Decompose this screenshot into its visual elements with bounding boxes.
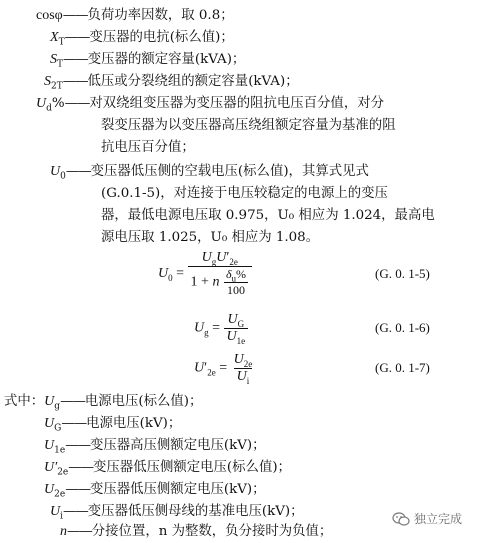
- where-label: 式中：: [4, 394, 45, 409]
- def-ug-kv: $U_G——$电源电压(kV)；: [44, 416, 182, 434]
- equation-g-0-1-7: $U'_{2e}$ = $\frac{U_{2e}}{U_i}$: [194, 352, 253, 386]
- equation-g-0-1-5: $U_0$ = $U_gU'_{2e}$ 1 + n $\frac{\delta_u\%}{100}$: [158, 250, 252, 298]
- def-s2t: $S_{2T}——$低压或分裂绕组的额定容量(kVA)；: [44, 74, 299, 92]
- def-u2e: $U_{2e}——$变压器低压侧额定电压(kV)；: [44, 482, 266, 500]
- equation-number-g-0-1-6: (G. 0. 1-6): [375, 320, 430, 335]
- def-ud-line2: 裂变压器为以变压器高压绕组额定容量为基准的阻: [101, 118, 396, 133]
- equation-number-g-0-1-7: (G. 0. 1-7): [375, 360, 430, 375]
- def-n: n——分接位置，n 为整数，负分接时为负值；: [60, 524, 333, 539]
- def-ug: 式中：$U_g——$电源电压(标么值)；: [4, 394, 203, 412]
- def-u0-line2: (G.0.1-5)，对连接于电压较稳定的电源上的变压: [101, 186, 388, 201]
- def-xt: $X_T——$变压器的电抗(标么值)；: [50, 30, 234, 48]
- def-u0-line4: 源电压取 1.025，U₀ 相应为 1.08。: [101, 230, 320, 245]
- def-u0-line3: 器，最低电源电压取 0.975，U₀ 相应为 1.024，最高电: [101, 208, 435, 223]
- def-st: $S_T——$变压器的额定容量(kVA)；: [50, 52, 246, 70]
- equation-g-0-1-6: $U_g$ = $\frac{U_G}{U_{1e}}$: [194, 312, 248, 345]
- def-ud-percent: $U_d\%——$对双绕组变压器为变压器的阻抗电压百分值，对分: [36, 96, 384, 114]
- def-ui: $U_i——$变压器低压侧母线的基准电压(kV)；: [50, 504, 304, 522]
- def-cosphi: cosφ——负荷功率因数，取 0.8；: [36, 8, 234, 23]
- def-ud-line3: 抗电压百分值；: [101, 140, 195, 155]
- watermark: [392, 510, 462, 527]
- watermark-text: 独立完成: [414, 512, 463, 526]
- def-u2e-prime: $U'_{2e}——$变压器低压侧额定电压(标么值)；: [44, 460, 291, 478]
- equation-number-g-0-1-5: (G. 0. 1-5): [375, 266, 430, 281]
- def-u1e: $U_{1e}——$变压器高压侧额定电压(kV)；: [44, 438, 266, 456]
- wechat-icon: [392, 512, 410, 526]
- def-u0: $U_0——$变压器低压侧的空载电压(标么值)，其算式见式: [50, 164, 369, 182]
